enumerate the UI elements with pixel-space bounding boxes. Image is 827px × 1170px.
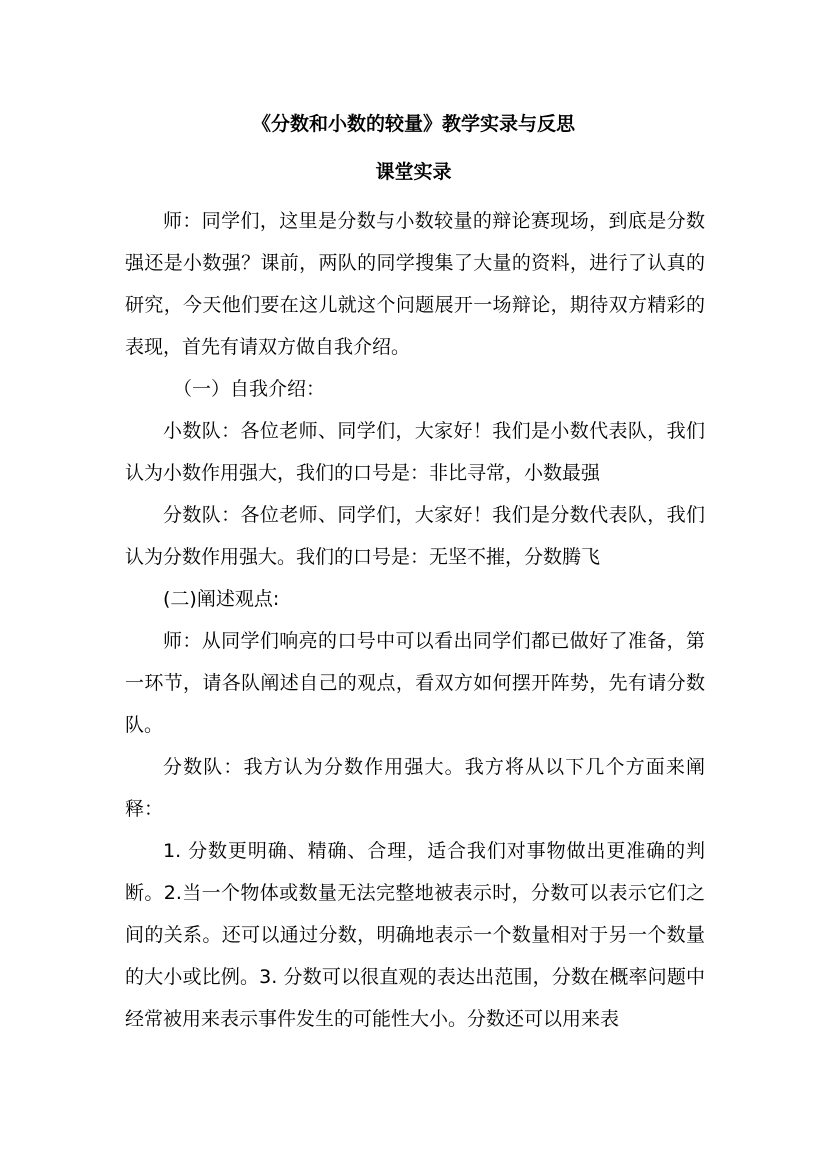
document-subtitle: 课堂实录 [375, 161, 452, 183]
paragraph-teacher-first-round: 师：从同学们响亮的口号中可以看出同学们都已做好了准备，第一环节，请各队阐述自己的观点，看双方如何摆开阵势，先有请分数队。 [125, 630, 705, 736]
paragraph-teacher-intro: 师：同学们，这里是分数与小数较量的辩论赛现场，到底是分数强还是小数强？课前，两队的同学搜集了大量的资料，进行了认真的研究，今天他们要在这儿就这个问题展开一场辩论，期待双方精彩的表现，首先有请双方做自我介绍。 [125, 210, 705, 358]
paragraph-fraction-team-statement: 分数队：我方认为分数作用强大。我方将从以下几个方面来阐释： [125, 756, 705, 820]
document-body [125, 200, 705, 1040]
paragraph-fraction-points: 1. 分数更明确、精确、合理，适合我们对事物做出更准确的判断。2.当一个物体或数量无法完整地被表示时，分数可以表示它们之间的关系。还可以通过分数，明确地表示一个数量相对于另一个数量的大小或比例。3. 分数可以很直观的表达出范围，分数在概率问题中经常被用来表示事件发生的可能性大小。分数还可以用来表 [125, 840, 705, 1030]
document-title: 《分数和小数的较量》教学实录与反思 [251, 113, 575, 135]
section-heading-viewpoints: (二)阐述观点: [163, 588, 280, 610]
paragraph-decimal-team-intro: 小数队：各位老师、同学们，大家好！我们是小数代表队，我们认为小数作用强大，我们的口号是：非比寻常，小数最强 [125, 420, 705, 484]
paragraph-fraction-team-intro: 分数队：各位老师、同学们，大家好！我们是分数代表队，我们认为分数作用强大。我们的口号是：无坚不摧，分数腾飞 [125, 504, 705, 568]
section-heading-self-intro: （一）自我介绍： [173, 378, 326, 400]
